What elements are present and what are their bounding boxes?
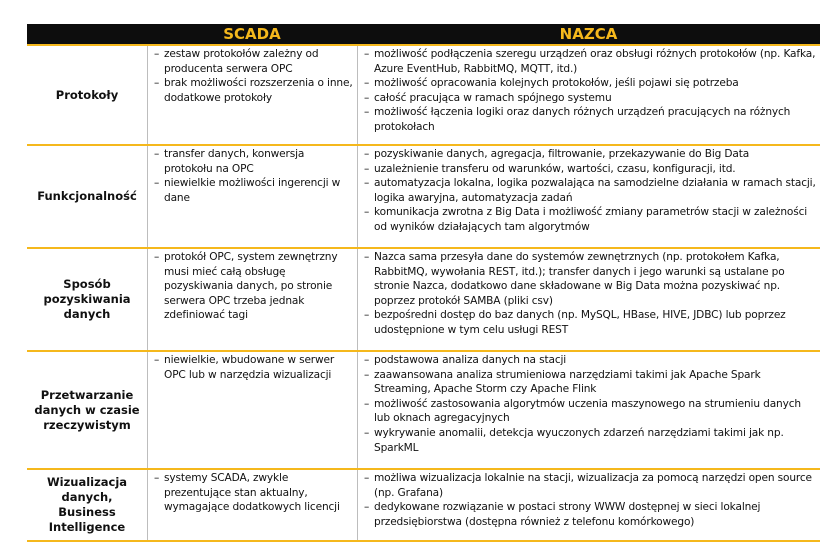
header-empty-cell <box>27 24 147 44</box>
row-category: Protokoły <box>55 87 119 102</box>
list-item: – zaawansowana analiza strumieniowa narzędziami takimi jak Apache Spark Streaming, Apache Storm czy Apache Flink <box>364 368 818 397</box>
row-category: Sposób pozyskiwania danych <box>43 277 131 321</box>
list-item: – zestaw protokołów zależny od producenta serwera OPC <box>154 47 353 76</box>
list-item: – wykrywanie anomalii, detekcja wyuczonych zdarzeń narzędziami takimi jak np. SparkML <box>364 426 818 455</box>
list-item: – niewielkie możliwości ingerencji w dane <box>154 176 353 205</box>
table-row <box>27 144 820 247</box>
scada-cell <box>147 146 357 247</box>
list-item: – dedykowane rozwiązanie w postaci strony WWW dostępnej w sieci lokalnej przedsiębiorstwa (dostępna również z telefonu komórkowego) <box>364 500 818 529</box>
list-item: – możliwość łączenia logiki oraz danych różnych urządzeń pracujących na różnych protokołach <box>364 105 818 134</box>
list-item: – systemy SCADA, zwykle prezentujące stan aktualny, wymagające dodatkowych licencji <box>154 471 353 515</box>
list-item: – podstawowa analiza danych na stacji <box>364 353 818 368</box>
list-item: – protokół OPC, system zewnętrzny musi mieć całą obsługę pozyskiwania danych, po stronie serwera OPC trzeba jednak zdefiniować tagi <box>154 250 353 323</box>
table-header <box>27 24 820 44</box>
comparison-table <box>27 24 820 542</box>
list-item: – możliwość opracowania kolejnych protokołów, jeśli pojawi się potrzeba <box>364 76 818 91</box>
scada-cell <box>147 46 357 144</box>
scada-cell <box>147 352 357 468</box>
table-bottom-rule <box>27 540 820 542</box>
list-item: – możliwość podłączenia szeregu urządzeń oraz obsługi różnych protokołów (np. Kafka, Azure EventHub, RabbitMQ, MQTT, itd.) <box>364 47 818 76</box>
table-row <box>27 247 820 350</box>
list-item: – bezpośredni dostęp do baz danych (np. MySQL, HBase, HIVE, JDBC) lub poprzez udostępnione w tym celu usługi REST <box>364 308 818 337</box>
list-item: – brak możliwości rozszerzenia o inne, dodatkowe protokoły <box>154 76 353 105</box>
list-item: – Nazca sama przesyła dane do systemów zewnętrznych (np. protokołem Kafka, RabbitMQ, wywołania REST, itd.); transfer danych i jego warunki są ustalane po stronie Nazca, dodatkowo dane składowane w Big Data można pozyskiwać np. poprzez protokół SAMBA (pliki csv) <box>364 250 818 308</box>
list-item: – niewielkie, wbudowane w serwer OPC lub w narzędzia wizualizacji <box>154 353 353 382</box>
nazca-cell <box>357 352 820 468</box>
header-scada: SCADA <box>223 25 281 43</box>
nazca-cell <box>357 46 820 144</box>
scada-cell <box>147 249 357 350</box>
nazca-cell <box>357 146 820 247</box>
header-nazca: NAZCA <box>559 25 618 43</box>
nazca-cell <box>357 249 820 350</box>
list-item: – komunikacja zwrotna z Big Data i możliwość zmiany parametrów stacji w zależności od wyników działających tam algorytmów <box>364 205 818 234</box>
nazca-cell <box>357 470 820 540</box>
list-item: – możliwa wizualizacja lokalnie na stacji, wizualizacja za pomocą narzędzi open source (np. Grafana) <box>364 471 818 500</box>
list-item: – uzależnienie transferu od warunków, wartości, czasu, konfiguracji, itd. <box>364 162 818 177</box>
list-item: – automatyzacja lokalna, logika pozwalająca na samodzielne działania w ramach stacji, logika awaryjna, automatyzacja zadań <box>364 176 818 205</box>
row-category: Przetwarzanie danych w czasie rzeczywistym <box>34 387 140 432</box>
row-category: Wizualizacja danych, Business Intelligence <box>46 475 128 534</box>
table-row <box>27 468 820 540</box>
table-row <box>27 44 820 144</box>
row-category: Funkcjonalność <box>37 189 137 203</box>
list-item: – możliwość zastosowania algorytmów uczenia maszynowego na strumieniu danych lub oknach agregacyjnych <box>364 397 818 426</box>
table-row <box>27 350 820 468</box>
list-item: – pozyskiwanie danych, agregacja, filtrowanie, przekazywanie do Big Data <box>364 147 818 162</box>
list-item: – całość pracująca w ramach spójnego systemu <box>364 91 818 106</box>
scada-cell <box>147 470 357 540</box>
list-item: – transfer danych, konwersja protokołu na OPC <box>154 147 353 176</box>
